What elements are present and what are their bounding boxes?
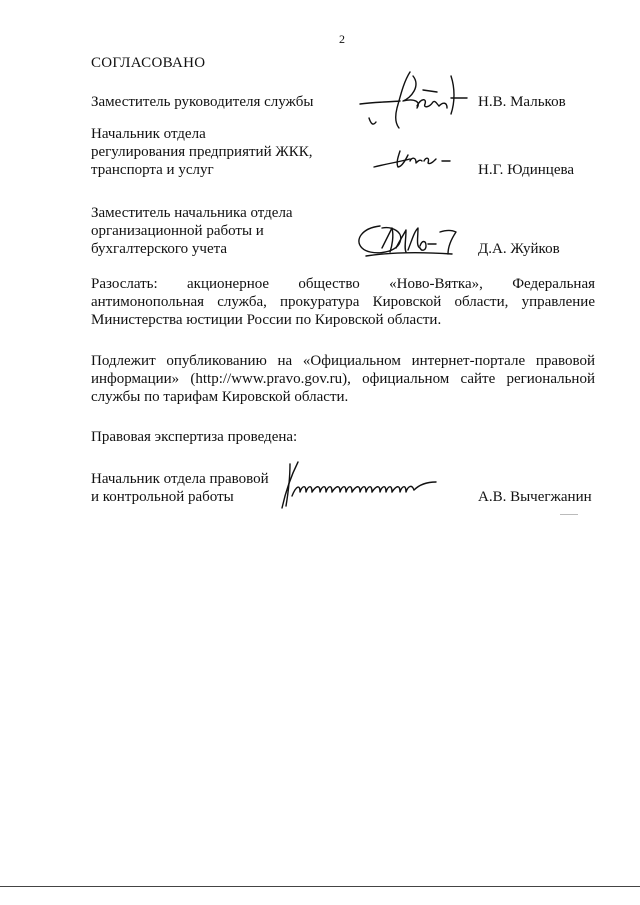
legal-signatory-name: А.В. Вычегжанин bbox=[478, 489, 592, 505]
approver-1-title: Заместитель руководителя службы bbox=[91, 94, 314, 110]
distribution-line-1: Разослать: акционерное общество «Ново-Вятка», Федеральная bbox=[91, 276, 595, 292]
scan-bottom-edge-line bbox=[0, 886, 640, 887]
signature-vychegzhanin bbox=[268, 458, 448, 513]
distribution-line-3: Министерства юстиции России по Кировской области. bbox=[91, 312, 442, 328]
approval-heading: СОГЛАСОВАНО bbox=[91, 55, 206, 71]
legal-review-statement: Правовая экспертиза проведена: bbox=[91, 429, 298, 445]
distribution-block bbox=[91, 275, 595, 329]
approver-3-title-line-1: Заместитель начальника отдела bbox=[91, 205, 293, 221]
approver-2-name: Н.Г. Юдинцева bbox=[478, 162, 575, 178]
legal-signatory-title-line-2: и контрольной работы bbox=[91, 489, 234, 505]
page-number: 2 bbox=[339, 32, 345, 46]
signature-yudintseva bbox=[372, 145, 462, 175]
publication-line-1: Подлежит опубликованию на «Официальном интернет-портале правовой bbox=[91, 353, 595, 369]
approver-2-title-line-1: Начальник отдела bbox=[91, 126, 206, 142]
approver-2-title-line-3: транспорта и услуг bbox=[91, 162, 214, 178]
signature-zhuikov bbox=[352, 218, 467, 263]
approver-3-title-line-3: бухгалтерского учета bbox=[91, 241, 228, 257]
legal-signatory-title-line-1: Начальник отдела правовой bbox=[91, 471, 269, 487]
approver-2-title-line-2: регулирования предприятий ЖКК, bbox=[91, 144, 313, 160]
publication-line-2: информации» (http://www.pravo.gov.ru), официальном сайте региональной bbox=[91, 371, 595, 387]
publication-line-3: службы по тарифам Кировской области. bbox=[91, 389, 349, 405]
approver-1-name: Н.В. Мальков bbox=[478, 94, 566, 110]
approver-3-title-line-2: организационной работы и bbox=[91, 223, 264, 239]
approver-3-name: Д.А. Жуйков bbox=[478, 241, 560, 257]
scan-artifact-mark bbox=[560, 514, 578, 515]
signature-malkov bbox=[355, 68, 475, 138]
distribution-line-2: антимонопольная служба, прокуратура Кировской области, управление bbox=[91, 294, 595, 310]
publication-block bbox=[91, 352, 595, 406]
